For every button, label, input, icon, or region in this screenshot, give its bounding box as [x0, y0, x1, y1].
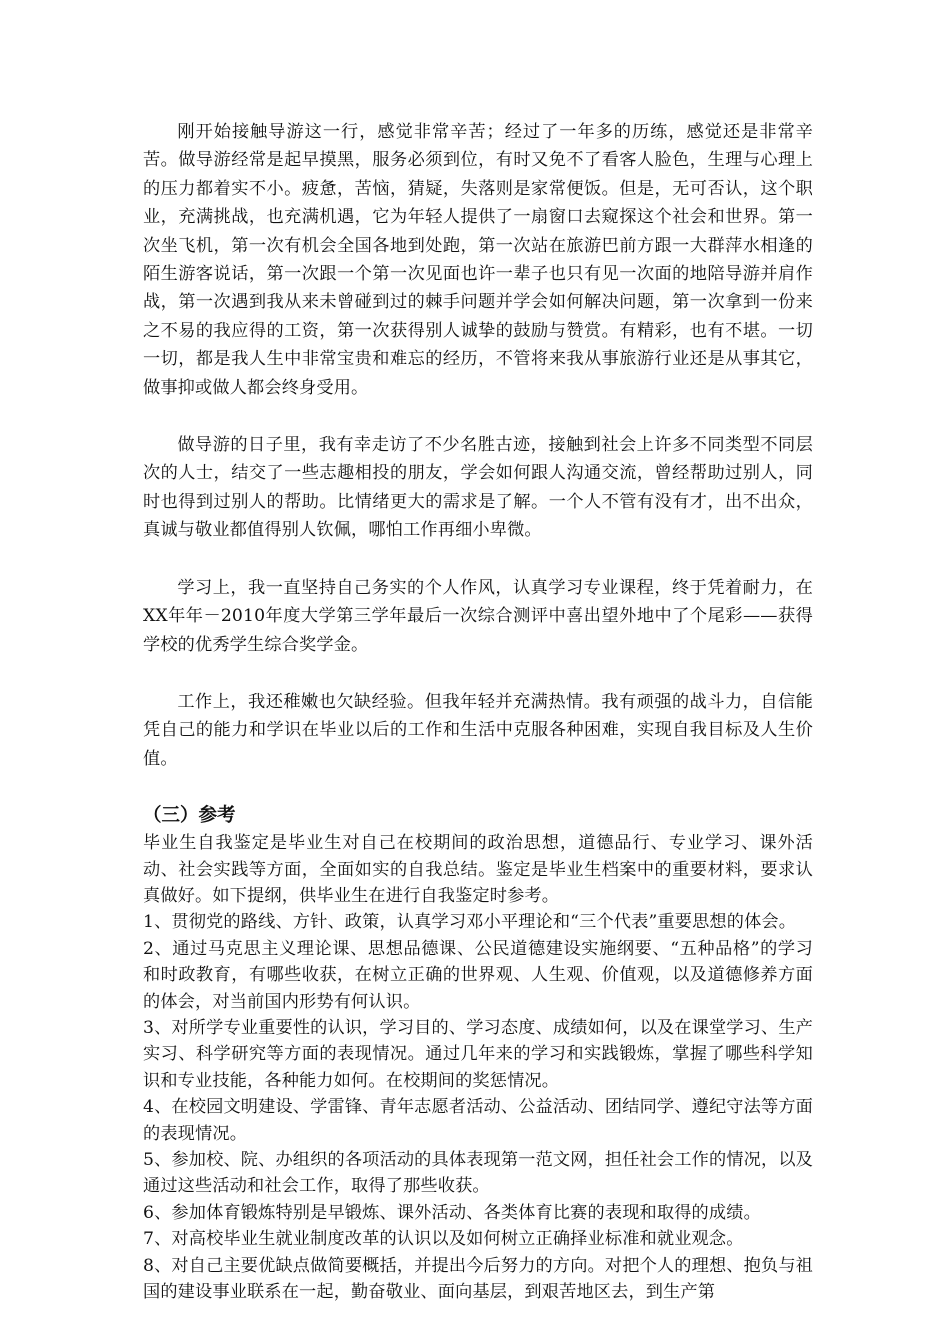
paragraph-tour-guide-experience: 刚开始接触导游这一行，感觉非常辛苦；经过了一年多的历练，感觉还是非常辛苦。做导游经常是起早摸黑，服务必须到位，有时又免不了看客人脸色，生理与心理上的压力都着实不小。疲惫，苦恼，猜疑，失落则是家常便饭。但是，无可否认，这个职业，充满挑战，也充满机遇，它为年轻人提供了一扇窗口去窥探这个社会和世界。第一次坐飞机，第一次有机会全国各地到处跑，第一次站在旅游巴前方跟一大群萍水相逢的陌生游客说话，第一次跟一个第一次见面也许一辈子也只有见一次面的地陪导游并肩作战，第一次遇到我从来未曾碰到过的棘手问题并学会如何解决问题，第一次拿到一份来之不易的我应得的工资，第一次获得别人诚挚的鼓励与赞赏。有精彩，也有不堪。一切一切，都是我人生中非常宝贵和难忘的经历，不管将来我从事旅游行业还是从事其它，做事抑或做人都会终身受用。: [143, 122, 813, 398]
paragraph-study: 学习上，我一直坚持自己务实的个人作风，认真学习专业课程，终于凭着耐力，在XX年年－2010年度大学第三学年最后一次综合测评中喜出望外地中了个尾彩——获得学校的优秀学生综合奖学金。: [143, 577, 813, 655]
outline-item-7: 7、对高校毕业生就业制度改革的认识以及如何树立正确择业标准和就业观念。: [143, 1229, 744, 1250]
outline-item-5: 5、参加校、院、办组织的各项活动的具体表现第一范文网，担任社会工作的情况，以及通过这些活动和社会工作，取得了那些收获。: [143, 1150, 813, 1197]
section-intro: 毕业生自我鉴定是毕业生对自己在校期间的政治思想，道德品行、专业学习、课外活动、社会实践等方面，全面如实的自我总结。鉴定是毕业生档案中的重要材料，要求认真做好。如下提纲，供毕业生在进行自我鉴定时参考。: [143, 833, 813, 906]
outline-item-4: 4、在校园文明建设、学雷锋、青年志愿者活动、公益活动、团结同学、遵纪守法等方面的表现情况。: [143, 1097, 813, 1144]
outline-item-8: 8、对自己主要优缺点做简要概括，并提出今后努力的方向。对把个人的理想、抱负与祖国的建设事业联系在一起，勤奋敬业、面向基层，到艰苦地区去，到生产第: [143, 1255, 813, 1303]
outline-item-2: 2、通过马克思主义理论课、思想品德课、公民道德建设实施纲要、“五种品格”的学习和时政教育，有哪些收获，在树立正确的世界观、人生观、价值观，以及道德修养方面的体会，对当前国内形势有何认识。: [143, 938, 813, 1012]
paragraph-work: 工作上，我还稚嫩也欠缺经验。但我年轻并充满热情。我有顽强的战斗力，自信能凭自己的能力和学识在毕业以后的工作和生活中克服各种困难，实现自我目标及人生价值。: [143, 691, 813, 769]
outline-item-6: 6、参加体育锻炼特别是早锻炼、课外活动、各类体育比赛的表现和取得的成绩。: [143, 1202, 761, 1223]
outline-item-3: 3、对所学专业重要性的认识，学习目的、学习态度、成绩如何，以及在课堂学习、生产实习、科学研究等方面的表现情况。通过几年来的学习和实践锻炼，掌握了哪些科学知识和专业技能，各种能力如何。在校期间的奖惩情况。: [143, 1017, 813, 1091]
section-heading: （三）参考: [143, 805, 236, 827]
document-page: [143, 118, 813, 1305]
paragraph-tour-guide-days: 做导游的日子里，我有幸走访了不少名胜古迹，接触到社会上许多不同类型不同层次的人士，结交了一些志趣相投的朋友，学会如何跟人沟通交流，曾经帮助过别人，同时也得到过别人的帮助。比情绪更大的需求是了解。一个人不管有没有才，出不出众，真诚与敬业都值得别人钦佩，哪怕工作再细小卑微。: [143, 435, 813, 541]
outline-item-1: 1、贯彻党的路线、方针、政策，认真学习邓小平理论和“三个代表”重要思想的体会。: [143, 912, 797, 933]
